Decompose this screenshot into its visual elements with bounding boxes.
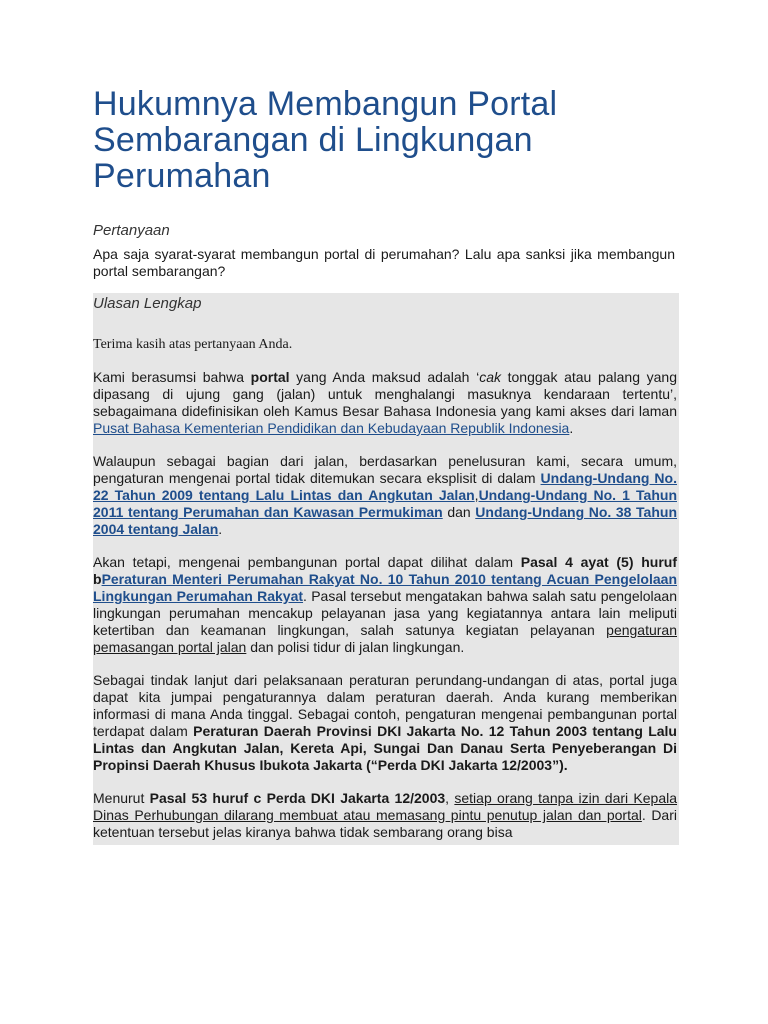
p5-bold-pasal: Pasal 53 huruf c Perda DKI Jakarta 12/2003 — [149, 790, 446, 806]
p4-text-1: Sebagai tindak lanjut dari pelaksanaan peraturan perundang-undangan di atas, portal juga dapat kita jumpai pengaturannya dalam peraturan daerah. Anda kurang memberikan informasi di mana Anda tinggal. Sebagai contoh, pengaturan mengenai pembangunan portal terdapat dalam — [93, 672, 677, 739]
p3-text-3: dan polisi tidur di jalan lingkungan. — [246, 639, 465, 655]
page-title: Hukumnya Membangun Portal Sembarangan di Lingkungan Perumahan — [93, 85, 558, 195]
p5-text-1: Menurut — [93, 790, 150, 806]
link-permen-10-2010[interactable]: Peraturan Menteri Perumahan Rakyat No. 10 Tahun 2010 tentang Acuan Pengelolaan Lingkungan Perumahan Rakyat — [93, 571, 677, 604]
paragraph-perda — [93, 672, 677, 774]
question-label: Pertanyaan — [93, 222, 170, 239]
p2-text-4: . — [218, 521, 223, 537]
link-pusat-bahasa[interactable]: Pusat Bahasa Kementerian Pendidikan dan Kebudayaan Republik Indonesia — [93, 420, 570, 436]
p1-text-4: . — [569, 420, 574, 436]
p5-text-3: . Dari ketentuan tersebut jelas kiranya bahwa tidak sembarang orang bisa — [93, 807, 677, 840]
paragraph-definition — [93, 369, 677, 437]
p3-underline: pengaturan pemasangan portal jalan — [93, 622, 677, 655]
paragraph-permen — [93, 554, 677, 656]
p1-text-2: yang Anda maksud adalah ‘ — [289, 369, 480, 385]
p1-text-3: tonggak atau palang yang dipasang di ujung gang (jalan) untuk menghalangi masuknya kendaraan tertentu’, sebagaimana didefinisikan oleh Kamus Besar Bahasa Indonesia yang kami akses dari laman — [93, 369, 678, 419]
p1-bold-portal: portal — [250, 369, 290, 385]
p1-italic-cak: cak — [479, 369, 501, 385]
p5-text-2: , — [445, 790, 455, 806]
p1-text-1: Kami berasumsi bahwa — [93, 369, 251, 385]
answer-label: Ulasan Lengkap — [93, 295, 202, 312]
link-uu-22-2009[interactable]: Undang-Undang No. 22 Tahun 2009 tentang Lalu Lintas dan Angkutan Jalan — [93, 470, 677, 503]
link-uu-1-2011[interactable]: Undang-Undang No. 1 Tahun 2011 tentang Perumahan dan Kawasan Permukiman — [93, 487, 677, 520]
p2-text-3: dan — [442, 504, 476, 520]
p3-text-2: . Pasal tersebut mengatakan bahwa salah satu pengelolaan lingkungan perumahan mencakup pelayanan jasa yang kegiatannya antara lain meliputi ketertiban dan keamanan lingkungan, salah satunya kegiatan pelayanan — [93, 588, 677, 638]
question-text: Apa saja syarat-syarat membangun portal di perumahan? Lalu apa sanksi jika membangun portal sembarangan? — [93, 246, 675, 279]
p5-underline: setiap orang tanpa izin dari Kepala Dinas Perhubungan dilarang membuat atau memasang pintu penutup jalan dan portal — [93, 790, 678, 823]
answer-section — [93, 293, 679, 845]
p4-bold-perda: Peraturan Daerah Provinsi DKI Jakarta No. 12 Tahun 2003 tentang Lalu Lintas dan Angkutan Jalan, Kereta Api, Sungai Dan Danau Serta Penyeberangan Di Propinsi Daerah Khusus Ibukota Jakarta (“Perda DKI Jakarta 12/2003”). — [93, 723, 677, 773]
article — [93, 0, 678, 845]
p2-text-1: Walaupun sebagai bagian dari jalan, berdasarkan penelusuran kami, secara umum, pengaturan mengenai portal tidak ditemukan secara eksplisit di dalam — [93, 453, 677, 486]
p2-text-2: , — [474, 487, 479, 503]
paragraph-pasal-53 — [93, 790, 677, 841]
p3-text-1: Akan tetapi, mengenai pembangunan portal dapat dilihat dalam — [93, 554, 521, 570]
greeting-text: Terima kasih atas pertanyaan Anda. — [93, 337, 293, 352]
p3-bold-pasal: Pasal 4 ayat (5) huruf b — [93, 554, 677, 587]
paragraph-regulations — [93, 453, 677, 538]
link-uu-38-2004[interactable]: Undang-Undang No. 38 Tahun 2004 tentang Jalan — [93, 504, 677, 537]
